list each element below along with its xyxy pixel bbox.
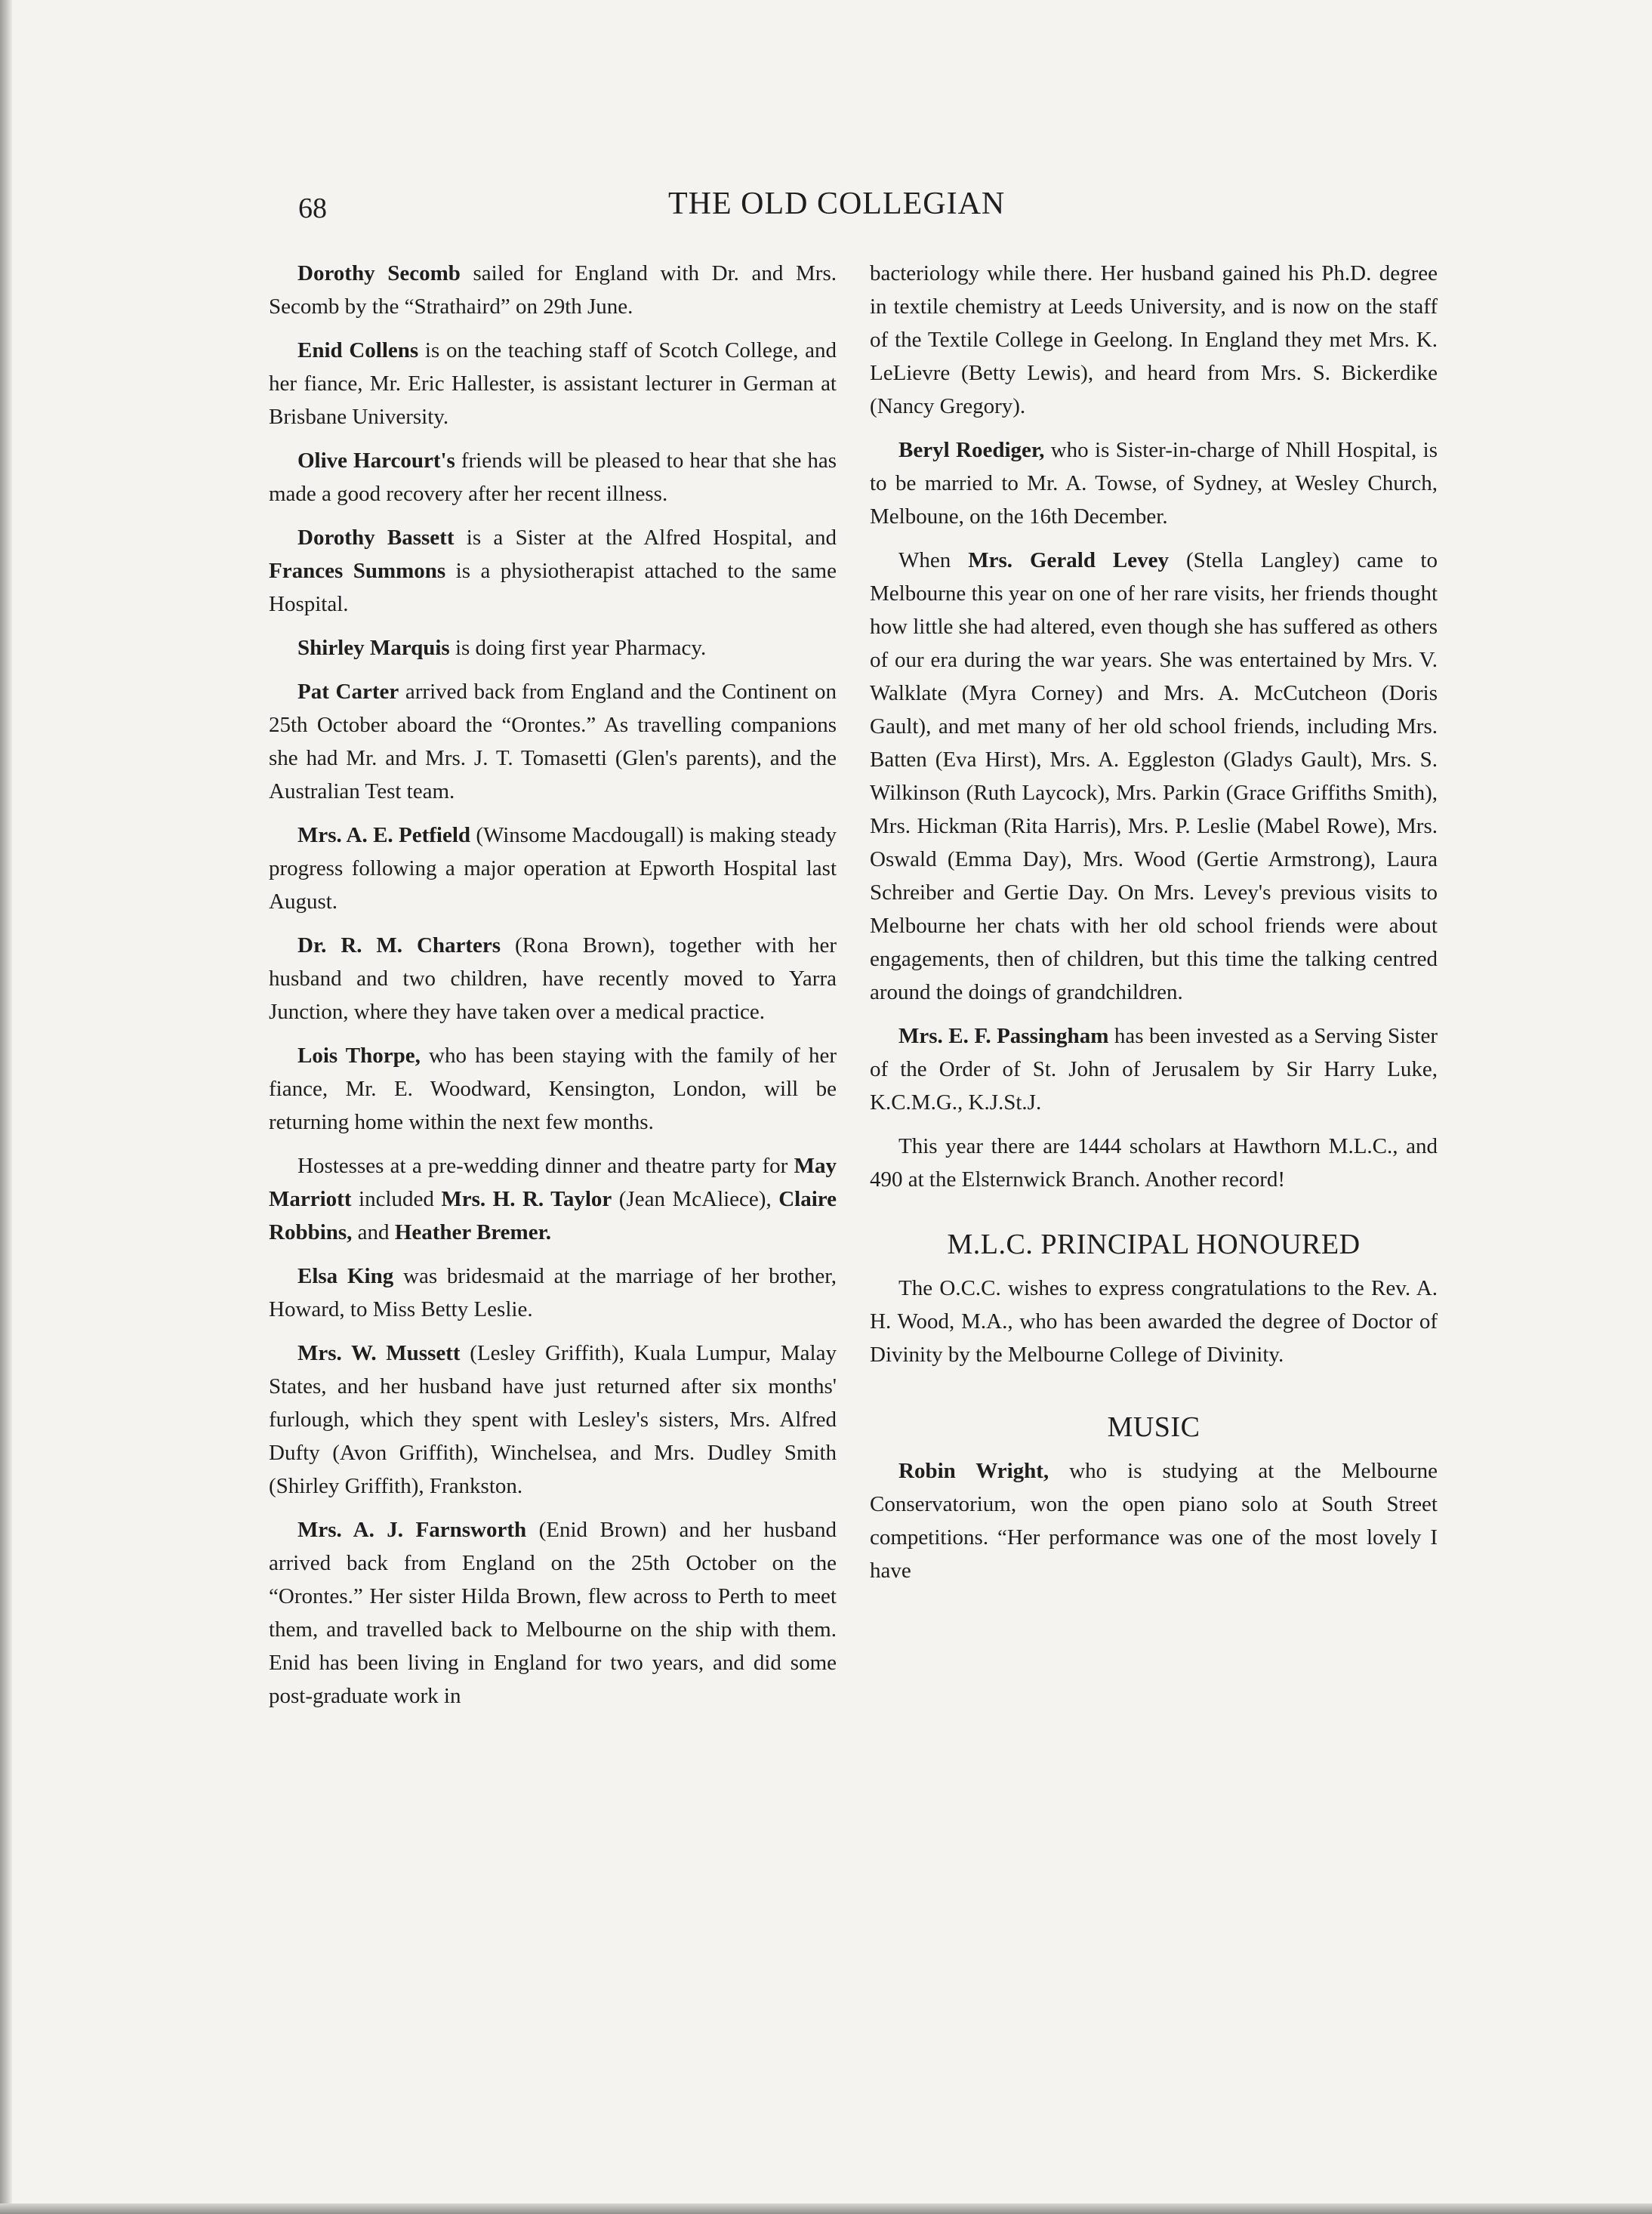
left-column xyxy=(269,257,837,1723)
person-name: Mrs. H. R. Taylor xyxy=(441,1187,612,1211)
paragraph-text: included xyxy=(351,1187,442,1211)
paragraph-text: Hostesses at a pre-wedding dinner and theatre party for xyxy=(297,1154,794,1178)
person-name: Dorothy Secomb xyxy=(297,261,461,285)
paragraph-text: friends will be pleased to hear that she has made a good recovery after her recent illness. xyxy=(269,449,837,506)
person-name: Mrs. A. E. Petfield xyxy=(297,823,471,847)
paragraph-roediger xyxy=(870,433,1438,533)
paragraph-scholars xyxy=(870,1130,1438,1196)
paragraph-levey xyxy=(870,544,1438,1009)
paragraph-text: was bridesmaid at the marriage of her brother, Howard, to Miss Betty Leslie. xyxy=(269,1264,837,1321)
paragraph-hostesses xyxy=(269,1149,837,1249)
page-number: 68 xyxy=(298,193,327,224)
person-name: Dr. R. M. Charters xyxy=(297,933,501,957)
paragraph-music xyxy=(870,1454,1438,1587)
section-heading-principal: M.L.C. PRINCIPAL HONOURED xyxy=(947,1229,1361,1260)
paragraph-secomb xyxy=(269,257,837,323)
person-name: Frances Summons xyxy=(269,559,446,583)
person-name: Claire Robbins, xyxy=(269,1187,837,1244)
paragraph-mussett xyxy=(269,1337,837,1503)
paragraph-collens xyxy=(269,334,837,433)
paragraph-petfield xyxy=(269,819,837,918)
paragraph-text: bacteriology while there. Her husband gained his Ph.D. degree in textile chemistry at Leeds University, and is now on the staff of the Textile College in Geelong. In England they met Mrs. K. LeLievre (Betty Lewis), and heard from Mrs. S. Bickerdike (Nancy Gregory). xyxy=(870,261,1438,418)
paragraph-marquis xyxy=(269,631,837,665)
person-name: Olive Harcourt's xyxy=(297,449,455,473)
paragraph-text: is on the teaching staff of Scotch College, and her fiance, Mr. Eric Hallester, is assistant lecturer in German at Brisbane University. xyxy=(269,338,837,429)
paragraph-text: is a physiotherapist attached to the same Hospital. xyxy=(269,559,837,616)
paragraph-harcourt xyxy=(269,444,837,510)
page-spine-shadow xyxy=(0,0,12,2214)
paragraph-text: has been invested as a Serving Sister of the Order of St. John of Jerusalem by Sir Harry Luke, K.C.M.G., K.J.St.J. xyxy=(870,1024,1438,1115)
paragraph-principal xyxy=(870,1272,1438,1371)
paragraph-text: who is studying at the Melbourne Conservatorium, won the open piano solo at South Street competitions. “Her performance was one of the most lovely I have xyxy=(870,1459,1438,1583)
person-name: Shirley Marquis xyxy=(297,636,450,660)
person-name: Beryl Roediger, xyxy=(898,438,1045,462)
paragraph-text: This year there are 1444 scholars at Hawthorn M.L.C., and 490 at the Elsternwick Branch. Another record! xyxy=(870,1134,1438,1192)
person-name: Enid Collens xyxy=(297,338,419,362)
paragraph-carter xyxy=(269,675,837,808)
paragraph-text: who has been staying with the family of her fiance, Mr. E. Woodward, Kensington, London, will be returning home within the next few months. xyxy=(269,1044,837,1134)
paragraph-text: (Stella Langley) came to Melbourne this year on one of her rare visits, her friends thought how little she had altered, even though she has suffered as others of our era during the war years. She was entertained by Mrs. V. Walklate (Myra Corney) and Mrs. A. McCutcheon (Doris Gault), and met many of her old school friends, including Mrs. Batten (Eva Hirst), Mrs. A. Eggleston (Gladys Gault), Mrs. S. Wilkinson (Ruth Laycock), Mrs. Parkin (Grace Griffiths Smith), Mrs. Hickman (Rita Harris), Mrs. P. Leslie (Mabel Rowe), Mrs. Oswald (Emma Day), Mrs. Wood (Gertie Armstrong), Laura Schreiber and Gertie Day. On Mrs. Levey's previous visits to Melbourne her chats with her old school friends were about engagements, then of children, but this time the talking centred around the doings of grandchildren. xyxy=(870,548,1438,1004)
section-heading-music: MUSIC xyxy=(1107,1411,1200,1443)
paragraph-text: When xyxy=(898,548,969,572)
person-name: Heather Bremer. xyxy=(394,1220,552,1244)
person-name: Lois Thorpe, xyxy=(297,1044,421,1068)
paragraph-farnsworth-continued xyxy=(870,257,1438,423)
paragraph-passingham xyxy=(870,1019,1438,1119)
paragraph-text: arrived back from England and the Continent on 25th October aboard the “Orontes.” As travelling companions she had Mr. and Mrs. J. T. Tomasetti (Glen's parents), and the Australian Test team. xyxy=(269,680,837,803)
paragraph-text: sailed for England with Dr. and Mrs. Secomb by the “Strathaird” on 29th June. xyxy=(269,261,837,319)
paragraph-bassett xyxy=(269,521,837,621)
paragraph-thorpe xyxy=(269,1039,837,1139)
person-name: Mrs. E. F. Passingham xyxy=(898,1024,1109,1048)
paragraph-text: and xyxy=(352,1220,395,1244)
paragraph-charters xyxy=(269,929,837,1028)
paragraph-text: (Rona Brown), together with her husband and two children, have recently moved to Yarra Junction, where they have taken over a medical practice. xyxy=(269,933,837,1024)
paragraph-text: is a Sister at the Alfred Hospital, and xyxy=(454,526,837,550)
person-name: May Marriott xyxy=(269,1154,837,1211)
person-name: Mrs. Gerald Levey xyxy=(968,548,1170,572)
paragraph-text: is doing first year Pharmacy. xyxy=(449,636,707,660)
paragraph-text: (Lesley Griffith), Kuala Lumpur, Malay States, and her husband have just returned after six months' furlough, which they spent with Lesley's sisters, Mrs. Alfred Dufty (Avon Griffith), Winchelsea, and Mrs. Dudley Smith (Shirley Griffith), Frankston. xyxy=(269,1341,837,1498)
person-name: Pat Carter xyxy=(297,680,399,704)
person-name: Mrs. A. J. Farnsworth xyxy=(297,1518,527,1542)
page-header xyxy=(298,186,1604,231)
person-name: Elsa King xyxy=(297,1264,394,1288)
page-bottom-edge xyxy=(0,2203,1652,2214)
right-column xyxy=(870,257,1438,1598)
paragraph-king xyxy=(269,1260,837,1326)
paragraph-text: The O.C.C. wishes to express congratulations to the Rev. A. H. Wood, M.A., who has been awarded the degree of Doctor of Divinity by the Melbourne College of Divinity. xyxy=(870,1276,1438,1367)
person-name: Robin Wright, xyxy=(898,1459,1049,1483)
paragraph-farnsworth xyxy=(269,1513,837,1713)
person-name: Mrs. W. Mussett xyxy=(297,1341,461,1365)
paragraph-text: (Winsome Macdougall) is making steady progress following a major operation at Epworth Hospital last August. xyxy=(269,823,837,914)
person-name: Dorothy Bassett xyxy=(297,526,455,550)
running-title: THE OLD COLLEGIAN xyxy=(668,187,1006,221)
paragraph-text: who is Sister-in-charge of Nhill Hospital, is to be married to Mr. A. Towse, of Sydney, at Wesley Church, Melboune, on the 16th December. xyxy=(870,438,1438,529)
paragraph-text: (Jean McAliece), xyxy=(612,1187,779,1211)
paragraph-text: (Enid Brown) and her husband arrived back from England on the 25th October on the “Orontes.” Her sister Hilda Brown, flew across to Perth to meet them, and travelled back to Melbourne on the ship with them. Enid has been living in England for two years, and did some post-graduate work in xyxy=(269,1518,837,1708)
